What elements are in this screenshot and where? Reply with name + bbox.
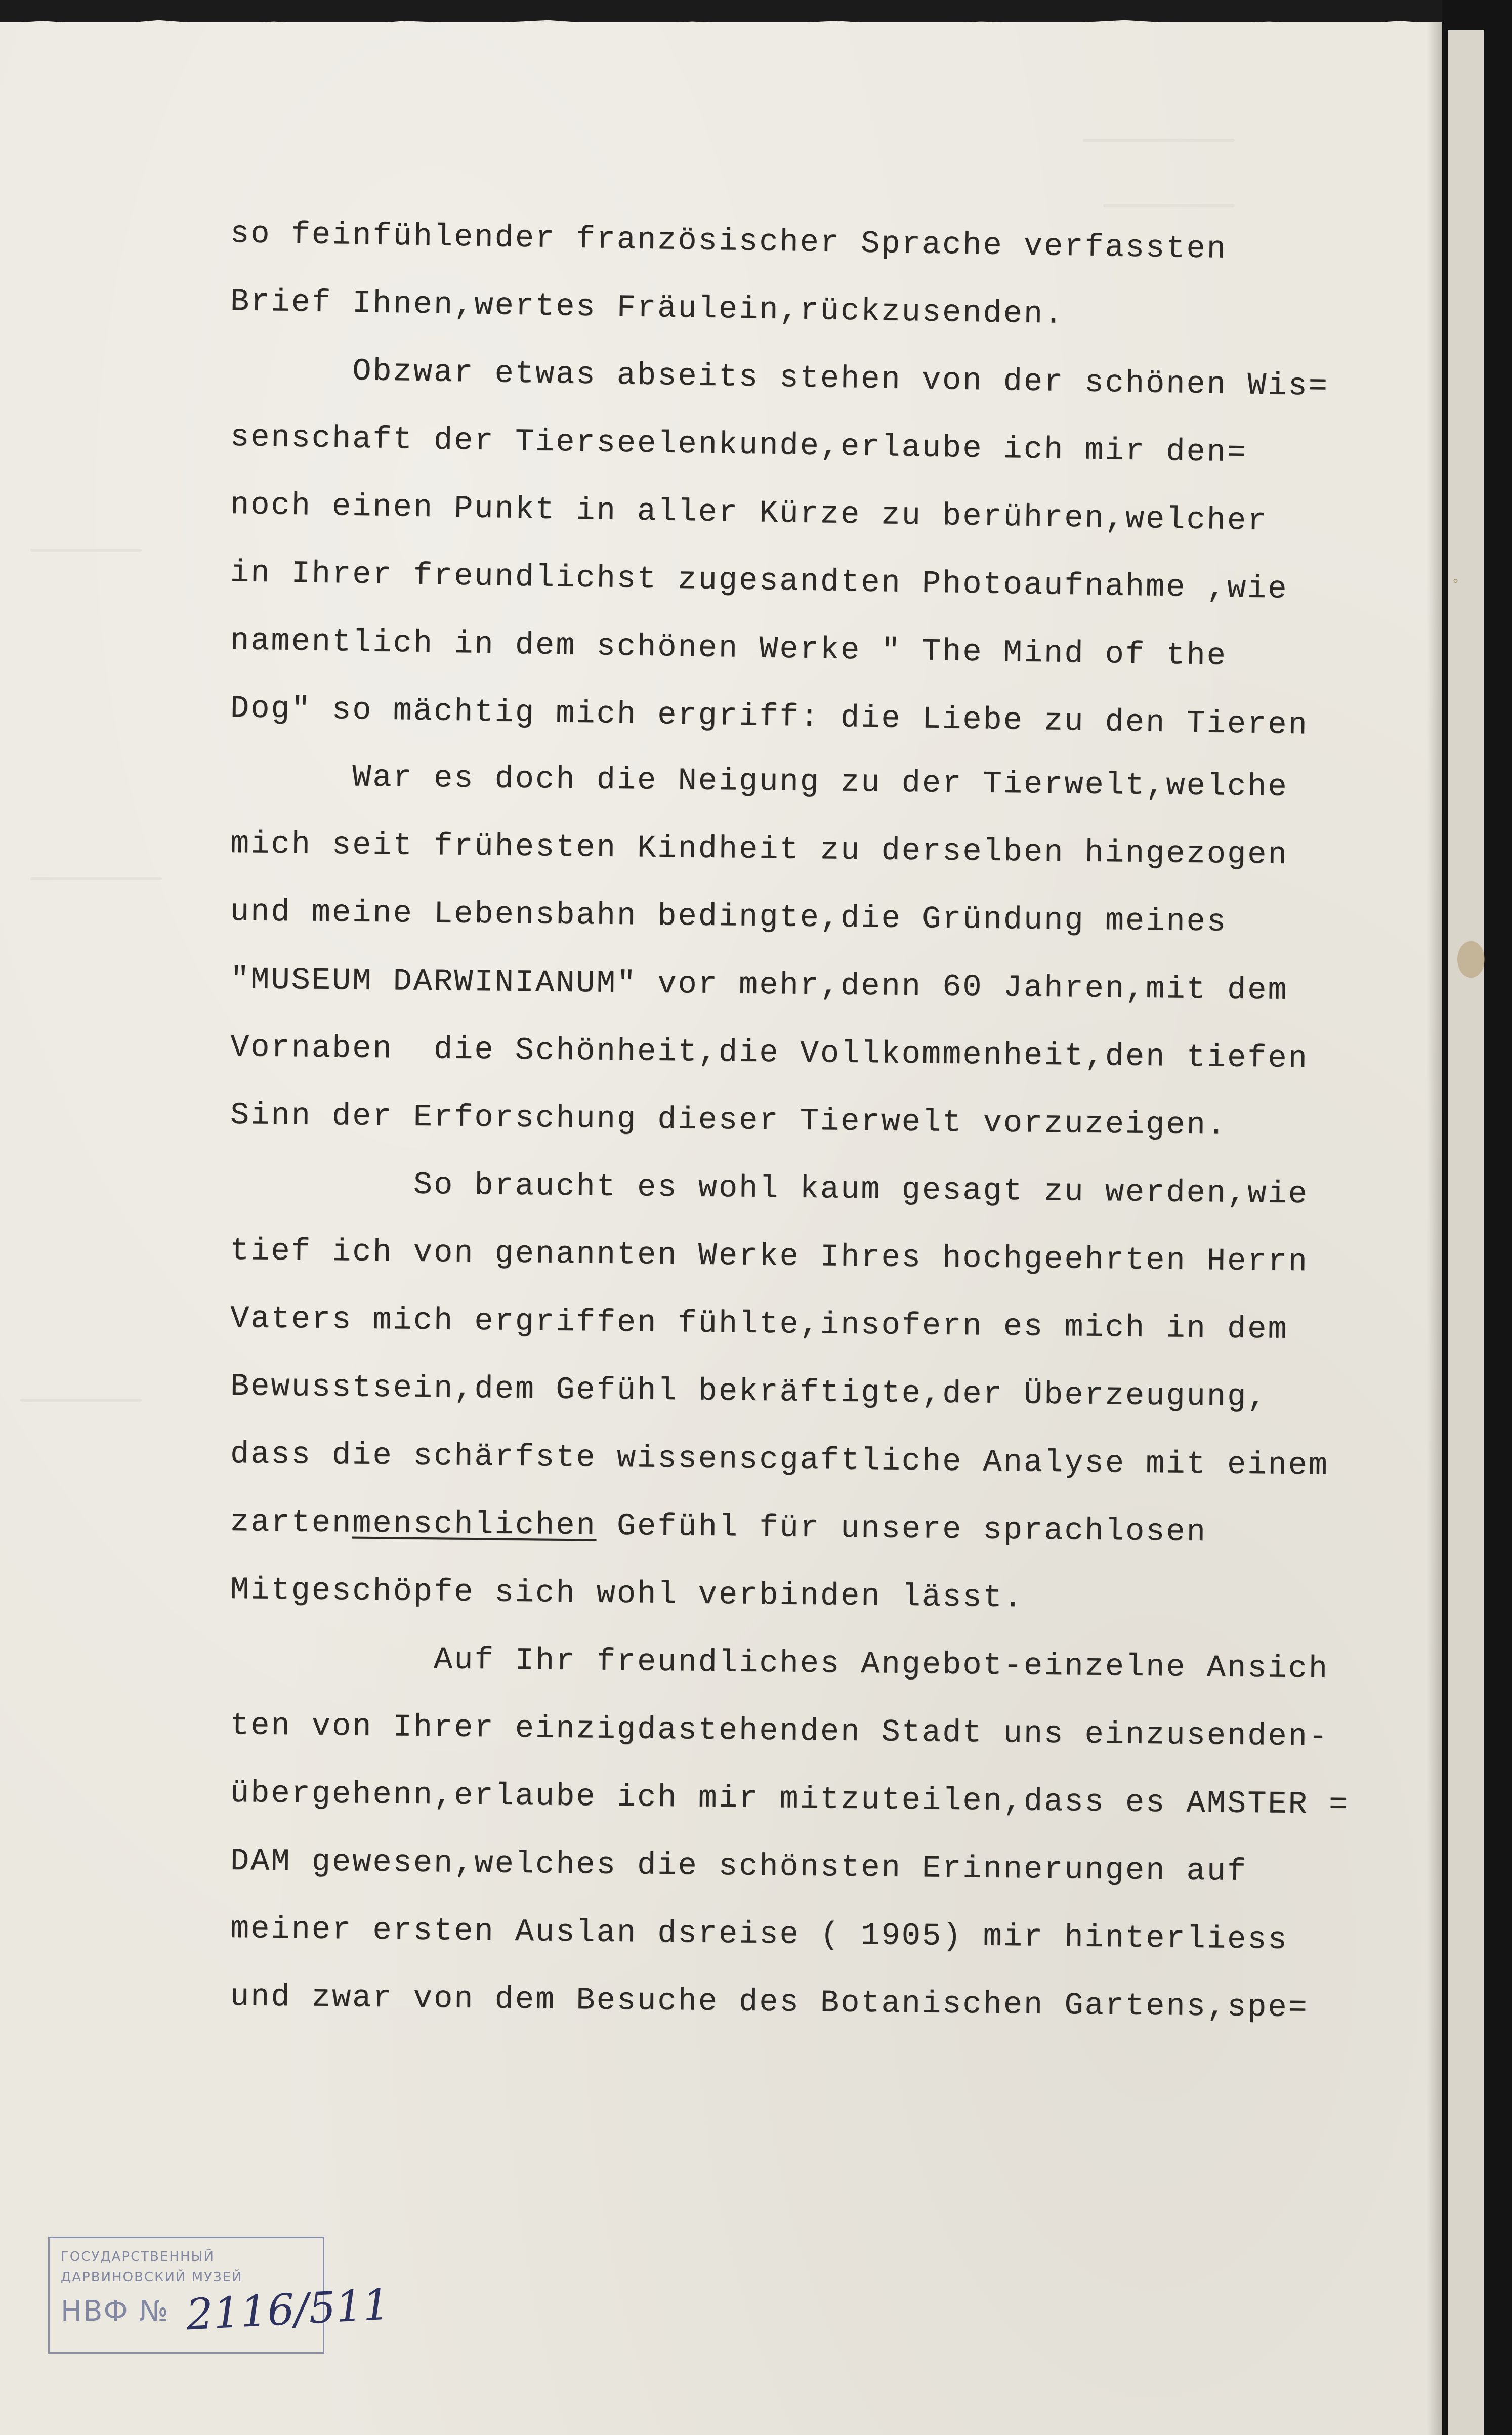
text-line: senschaft der Tierseelenkunde,erlaube ich mir den= (230, 419, 1248, 471)
text-line: "MUSEUM DARWINIANUM" vor mehr,denn 60 Jahren,mit dem (230, 961, 1288, 1009)
text-segment: zarten (230, 1504, 353, 1541)
text-line: so feinfühlender französischer Sprache verfassten (230, 216, 1228, 267)
stamp-museum-line-2: ДАРВИНОВСКИЙ МУЗЕЙ (61, 2270, 243, 2285)
text-segment: Gefühl für unsere sprachlosen (596, 1507, 1207, 1550)
text-line: namentlich in dem schönen Werke " The Mind of the (230, 622, 1228, 674)
text-line (230, 1488, 1424, 1569)
text-line: War es doch die Neigung zu der Tierwelt,welche (230, 758, 1288, 805)
paper-stain (1457, 941, 1485, 978)
text-line: in Ihrer freundlichst zugesandten Photoaufnahme ,wie (230, 555, 1289, 607)
show-through-mark (30, 549, 142, 552)
show-through-mark (1083, 139, 1235, 142)
typewritten-letter-body (230, 200, 1424, 2031)
text-line: ten von Ihrer einzigdastehenden Stadt uns einzusenden- (230, 1707, 1329, 1755)
paper-edge-shadow (1427, 22, 1442, 2435)
stamp-museum-line-1: ГОСУДАРСТВЕННЫЙ (61, 2249, 215, 2264)
text-line: und zwar von dem Besuche des Botanischen Gartens,spe= (230, 1979, 1309, 2026)
text-line: mich seit frühesten Kindheit zu derselben hingezogen (230, 826, 1288, 873)
margin-mark: ° (1452, 577, 1459, 592)
text-line: Auf Ihr freundliches Angebot-einzelne Ansich (230, 1640, 1329, 1687)
text-line: Vornaben die Schönheit,die Vollkommenheit,den tiefen (230, 1029, 1309, 1077)
text-line: und meine Lebensbahn bedingte,die Gründung meines (230, 894, 1228, 940)
show-through-mark (30, 877, 162, 880)
text-line: noch einen Punkt in aller Kürze zu berühren,welcher (230, 487, 1268, 539)
text-line: Sinn der Erforschung dieser Tierwelt vorzuzeigen. (230, 1097, 1228, 1144)
text-line: übergehenn,erlaube ich mir mitzuteilen,dass es AMSTER = (230, 1775, 1350, 1823)
text-line: meiner ersten Auslan dsreise ( 1905) mir hinterliess (230, 1911, 1288, 1958)
stamp-inventory-prefix: НВФ № (61, 2295, 170, 2328)
next-page-edge (1448, 30, 1484, 2435)
museum-inventory-stamp (48, 2237, 391, 2354)
text-line: Obzwar etwas abseits stehen von der schönen Wis= (230, 351, 1329, 405)
underlined-word: menschlichen (352, 1505, 597, 1544)
text-line: dass die schärfste wissenscgaftliche Analyse mit einem (230, 1436, 1329, 1484)
text-line: Bewusstsein,dem Gefühl bekräftigte,der Überzeugung, (230, 1368, 1268, 1415)
text-line: Mitgeschöpfe sich wohl verbinden lässt. (230, 1572, 1024, 1616)
text-line: tief ich von genannten Werke Ihres hochgeehrten Herrn (230, 1233, 1309, 1280)
handwritten-inventory-number: 2116/511 (185, 2279, 391, 2340)
text-line: Brief Ihnen,wertes Fräulein,rückzusenden. (230, 283, 1065, 332)
text-line: DAM gewesen,welches die schönsten Erinnerungen auf (230, 1843, 1248, 1890)
text-line: Dog" so mächtig mich ergriff: die Liebe zu den Tieren (230, 690, 1309, 743)
show-through-mark (20, 1399, 142, 1402)
text-line: Vaters mich ergriffen fühlte,insofern es mich in dem (230, 1300, 1288, 1348)
text-line: So braucht es wohl kaum gesagt zu werden,wie (230, 1165, 1309, 1212)
